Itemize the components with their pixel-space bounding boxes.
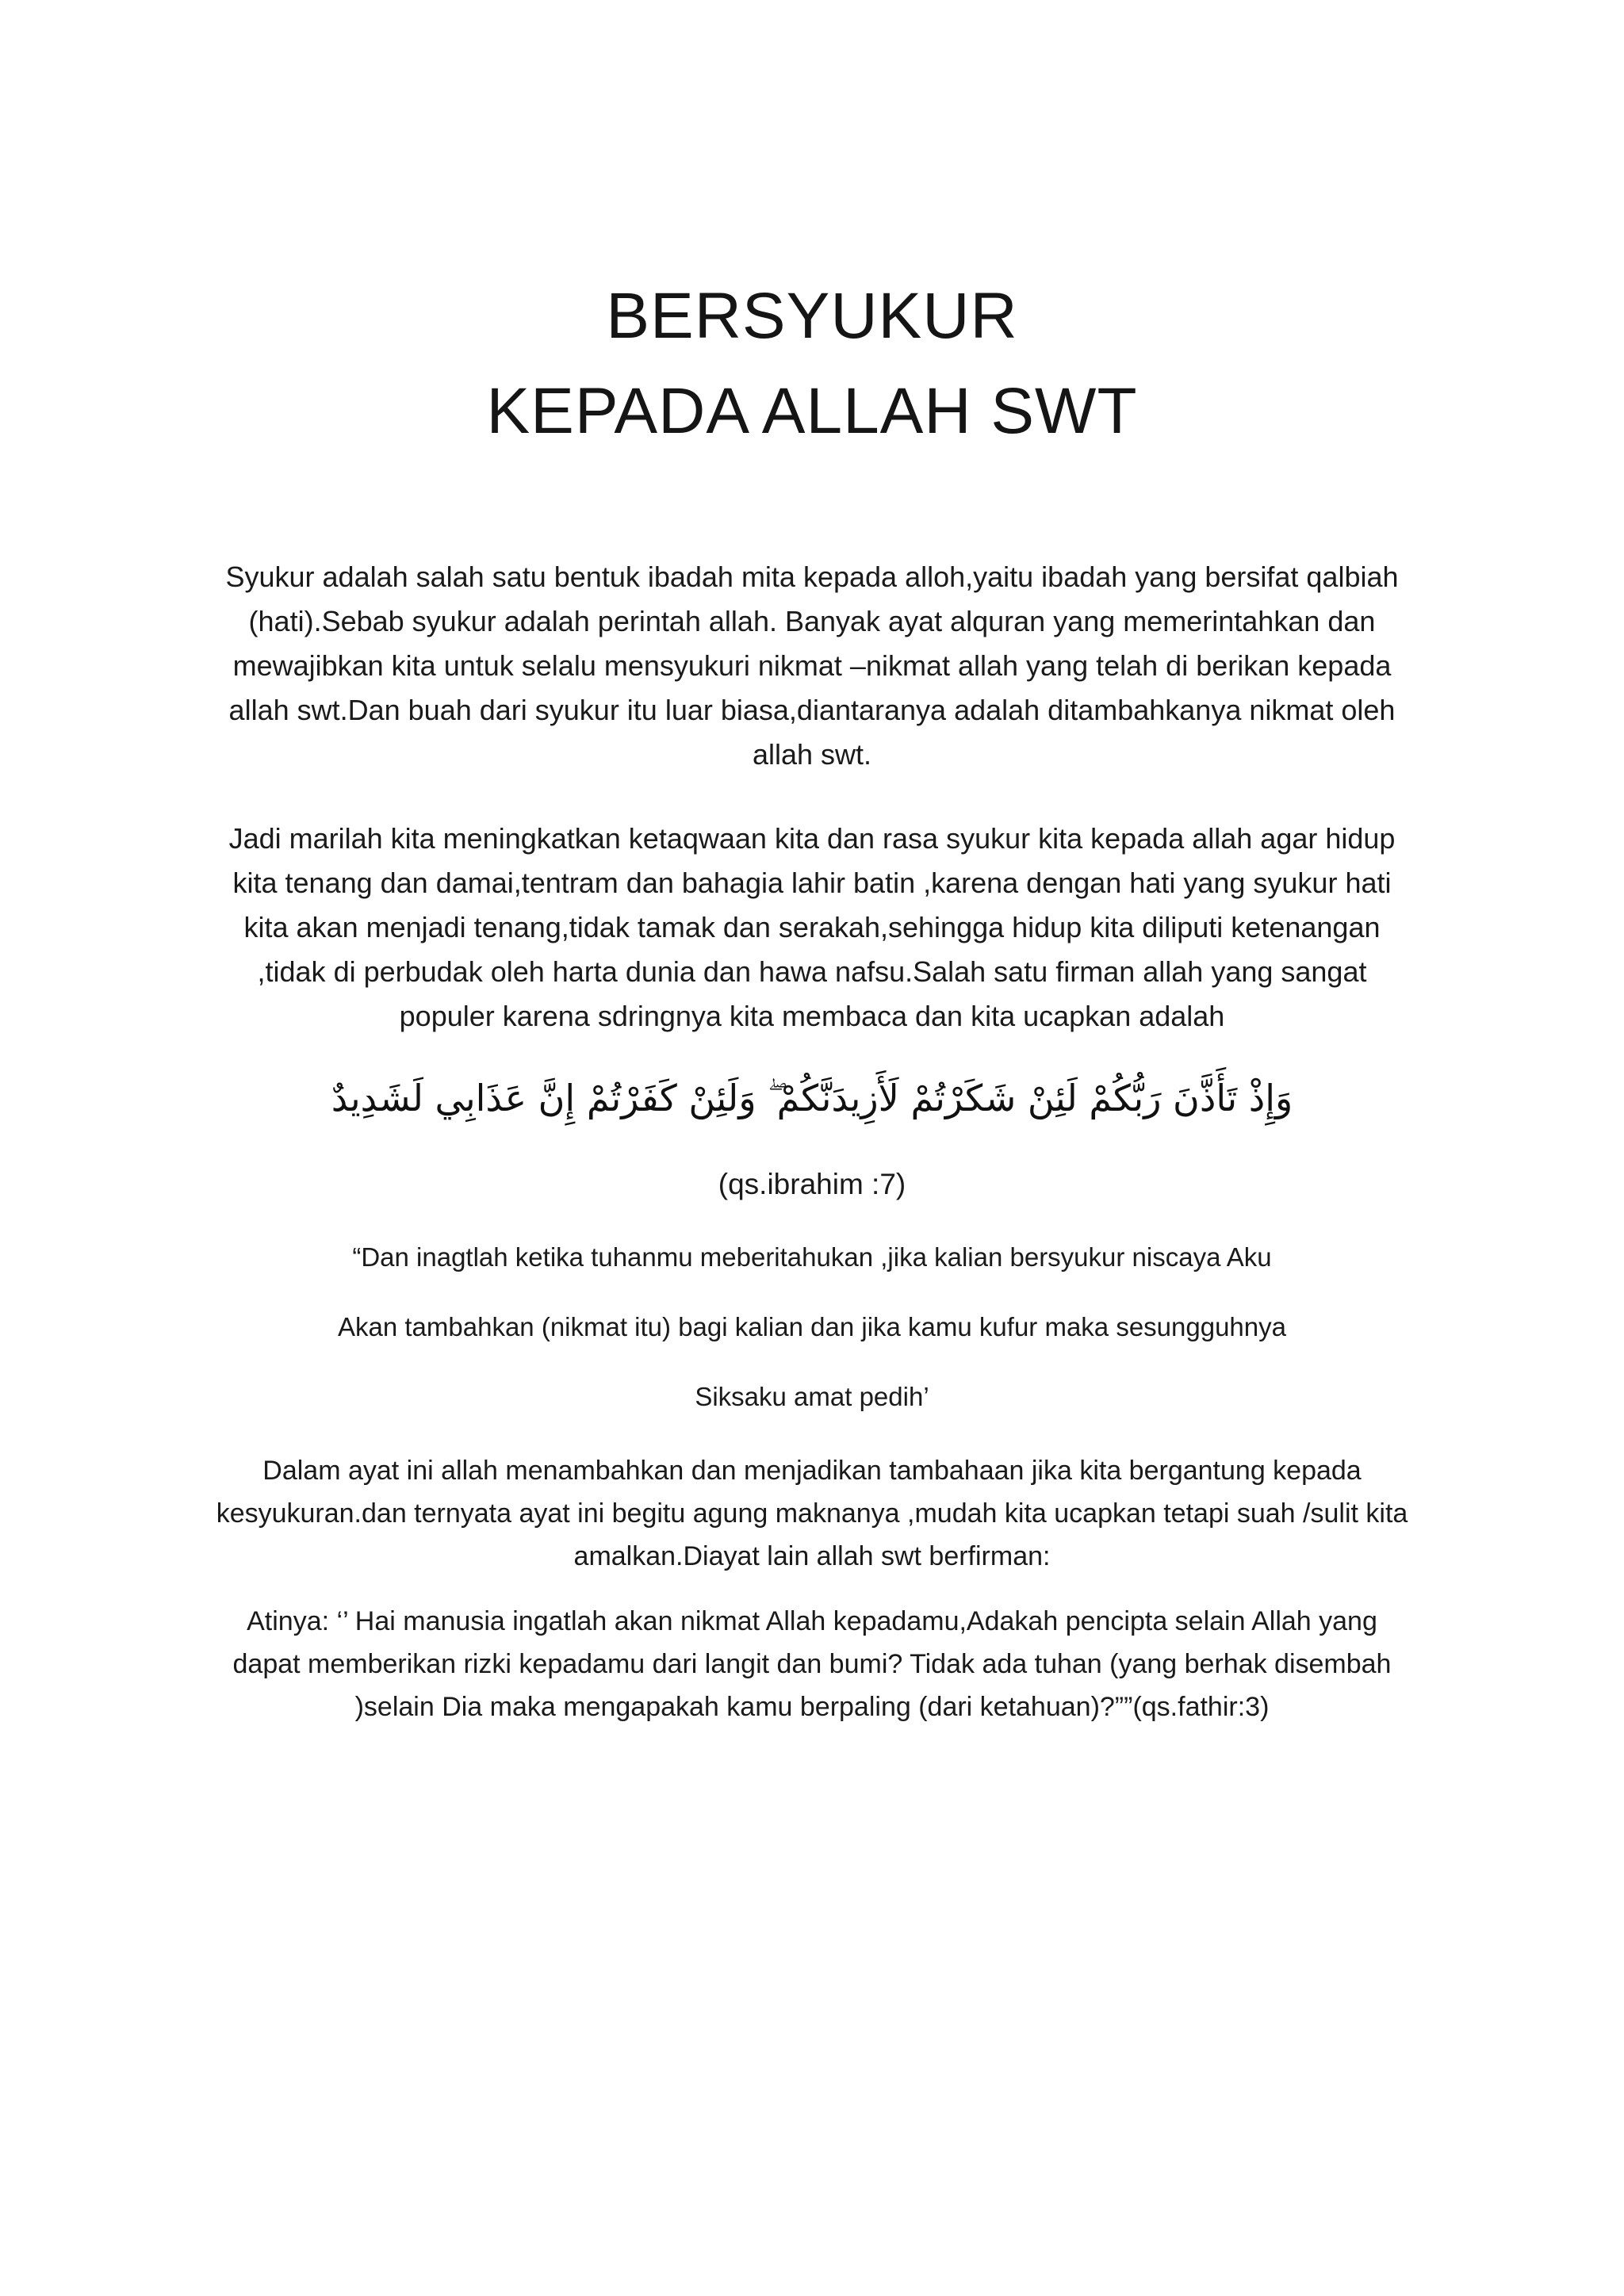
paragraph-line: Atinya: ‘’ Hai manusia ingatlah akan nikmat Allah kepadamu,Adakah pencipta selain Allah yang <box>247 1606 1377 1636</box>
paragraph-line: Dalam ayat ini allah menambahkan dan menjadikan tambahaan jika kita bergantung kepada <box>262 1456 1362 1486</box>
paragraph-line: allah swt.Dan buah dari syukur itu luar biasa,diantaranya adalah ditambahkanya nikmat oleh <box>228 694 1396 726</box>
translation-line-3: Siksaku amat pedih’ <box>695 1382 929 1411</box>
paragraph-line: populer karena sdringnya kita membaca dan kita ucapkan adalah <box>399 1000 1225 1032</box>
paragraph-exhortation <box>182 817 1442 1039</box>
paragraph-line: kesyukuran.dan ternyata ayat ini begitu agung maknanya ,mudah kita ucapkan tetapi suah /sulit kita <box>216 1498 1408 1529</box>
paragraph-line: Jadi marilah kita meningkatkan ketaqwaan kita dan rasa syukur kita kepada allah agar hidup <box>228 822 1396 855</box>
paragraph-line: mewajibkan kita untuk selalu mensyukuri nikmat –nikmat allah yang telah di berikan kepada <box>232 649 1392 682</box>
translation-line-2: Akan tambahkan (nikmat itu) bagi kalian dan jika kamu kufur maka sesungguhnya <box>338 1312 1286 1341</box>
paragraph-intro <box>182 555 1442 777</box>
paragraph-line: Syukur adalah salah satu bentuk ibadah mita kepada alloh,yaitu ibadah yang bersifat qalbiah <box>225 561 1399 593</box>
paragraph-translation-fathir <box>182 1600 1442 1728</box>
verse-reference: (qs.ibrahim :7) <box>718 1168 906 1200</box>
paragraph-line: dapat memberikan rizki kepadamu dari langit dan bumi? Tidak ada tuhan (yang berhak disembah <box>232 1649 1392 1679</box>
paragraph-commentary <box>182 1449 1442 1578</box>
paragraph-line: ,tidak di perbudak oleh harta dunia dan hawa nafsu.Salah satu firman allah yang sangat <box>257 955 1367 988</box>
paragraph-line: kita tenang dan damai,tentram dan bahagia lahir batin ,karena dengan hati yang syukur hati <box>232 867 1392 899</box>
document-title-line-1: BERSYUKUR <box>606 280 1018 352</box>
document-title-line-2: KEPADA ALLAH SWT <box>486 375 1138 447</box>
paragraph-line: kita akan menjadi tenang,tidak tamak dan serakah,sehingga hidup kita diliputi ketenangan <box>243 911 1381 943</box>
paragraph-line: (hati).Sebab syukur adalah perintah allah. Banyak ayat alquran yang memerintahkan dan <box>248 605 1376 637</box>
paragraph-line: )selain Dia maka mengapakah kamu berpaling (dari ketahuan)?””(qs.fathir:3) <box>354 1692 1270 1722</box>
translation-line-1: “Dan inagtlah ketika tuhanmu meberitahukan ,jika kalian bersyukur niscaya Aku <box>352 1242 1272 1272</box>
paragraph-line: amalkan.Diayat lain allah swt berfirman: <box>573 1541 1051 1571</box>
paragraph-line: allah swt. <box>752 738 872 771</box>
arabic-verse: وَإِذْ تَأَذَّنَ رَبُّكُمْ لَئِنْ شَكَرْتُمْ لَأَزِيدَنَّكُمْ ۖ وَلَئِنْ كَفَرْتُمْ إِنَّ عَذَابِي لَشَدِيدٌ <box>331 1077 1293 1119</box>
